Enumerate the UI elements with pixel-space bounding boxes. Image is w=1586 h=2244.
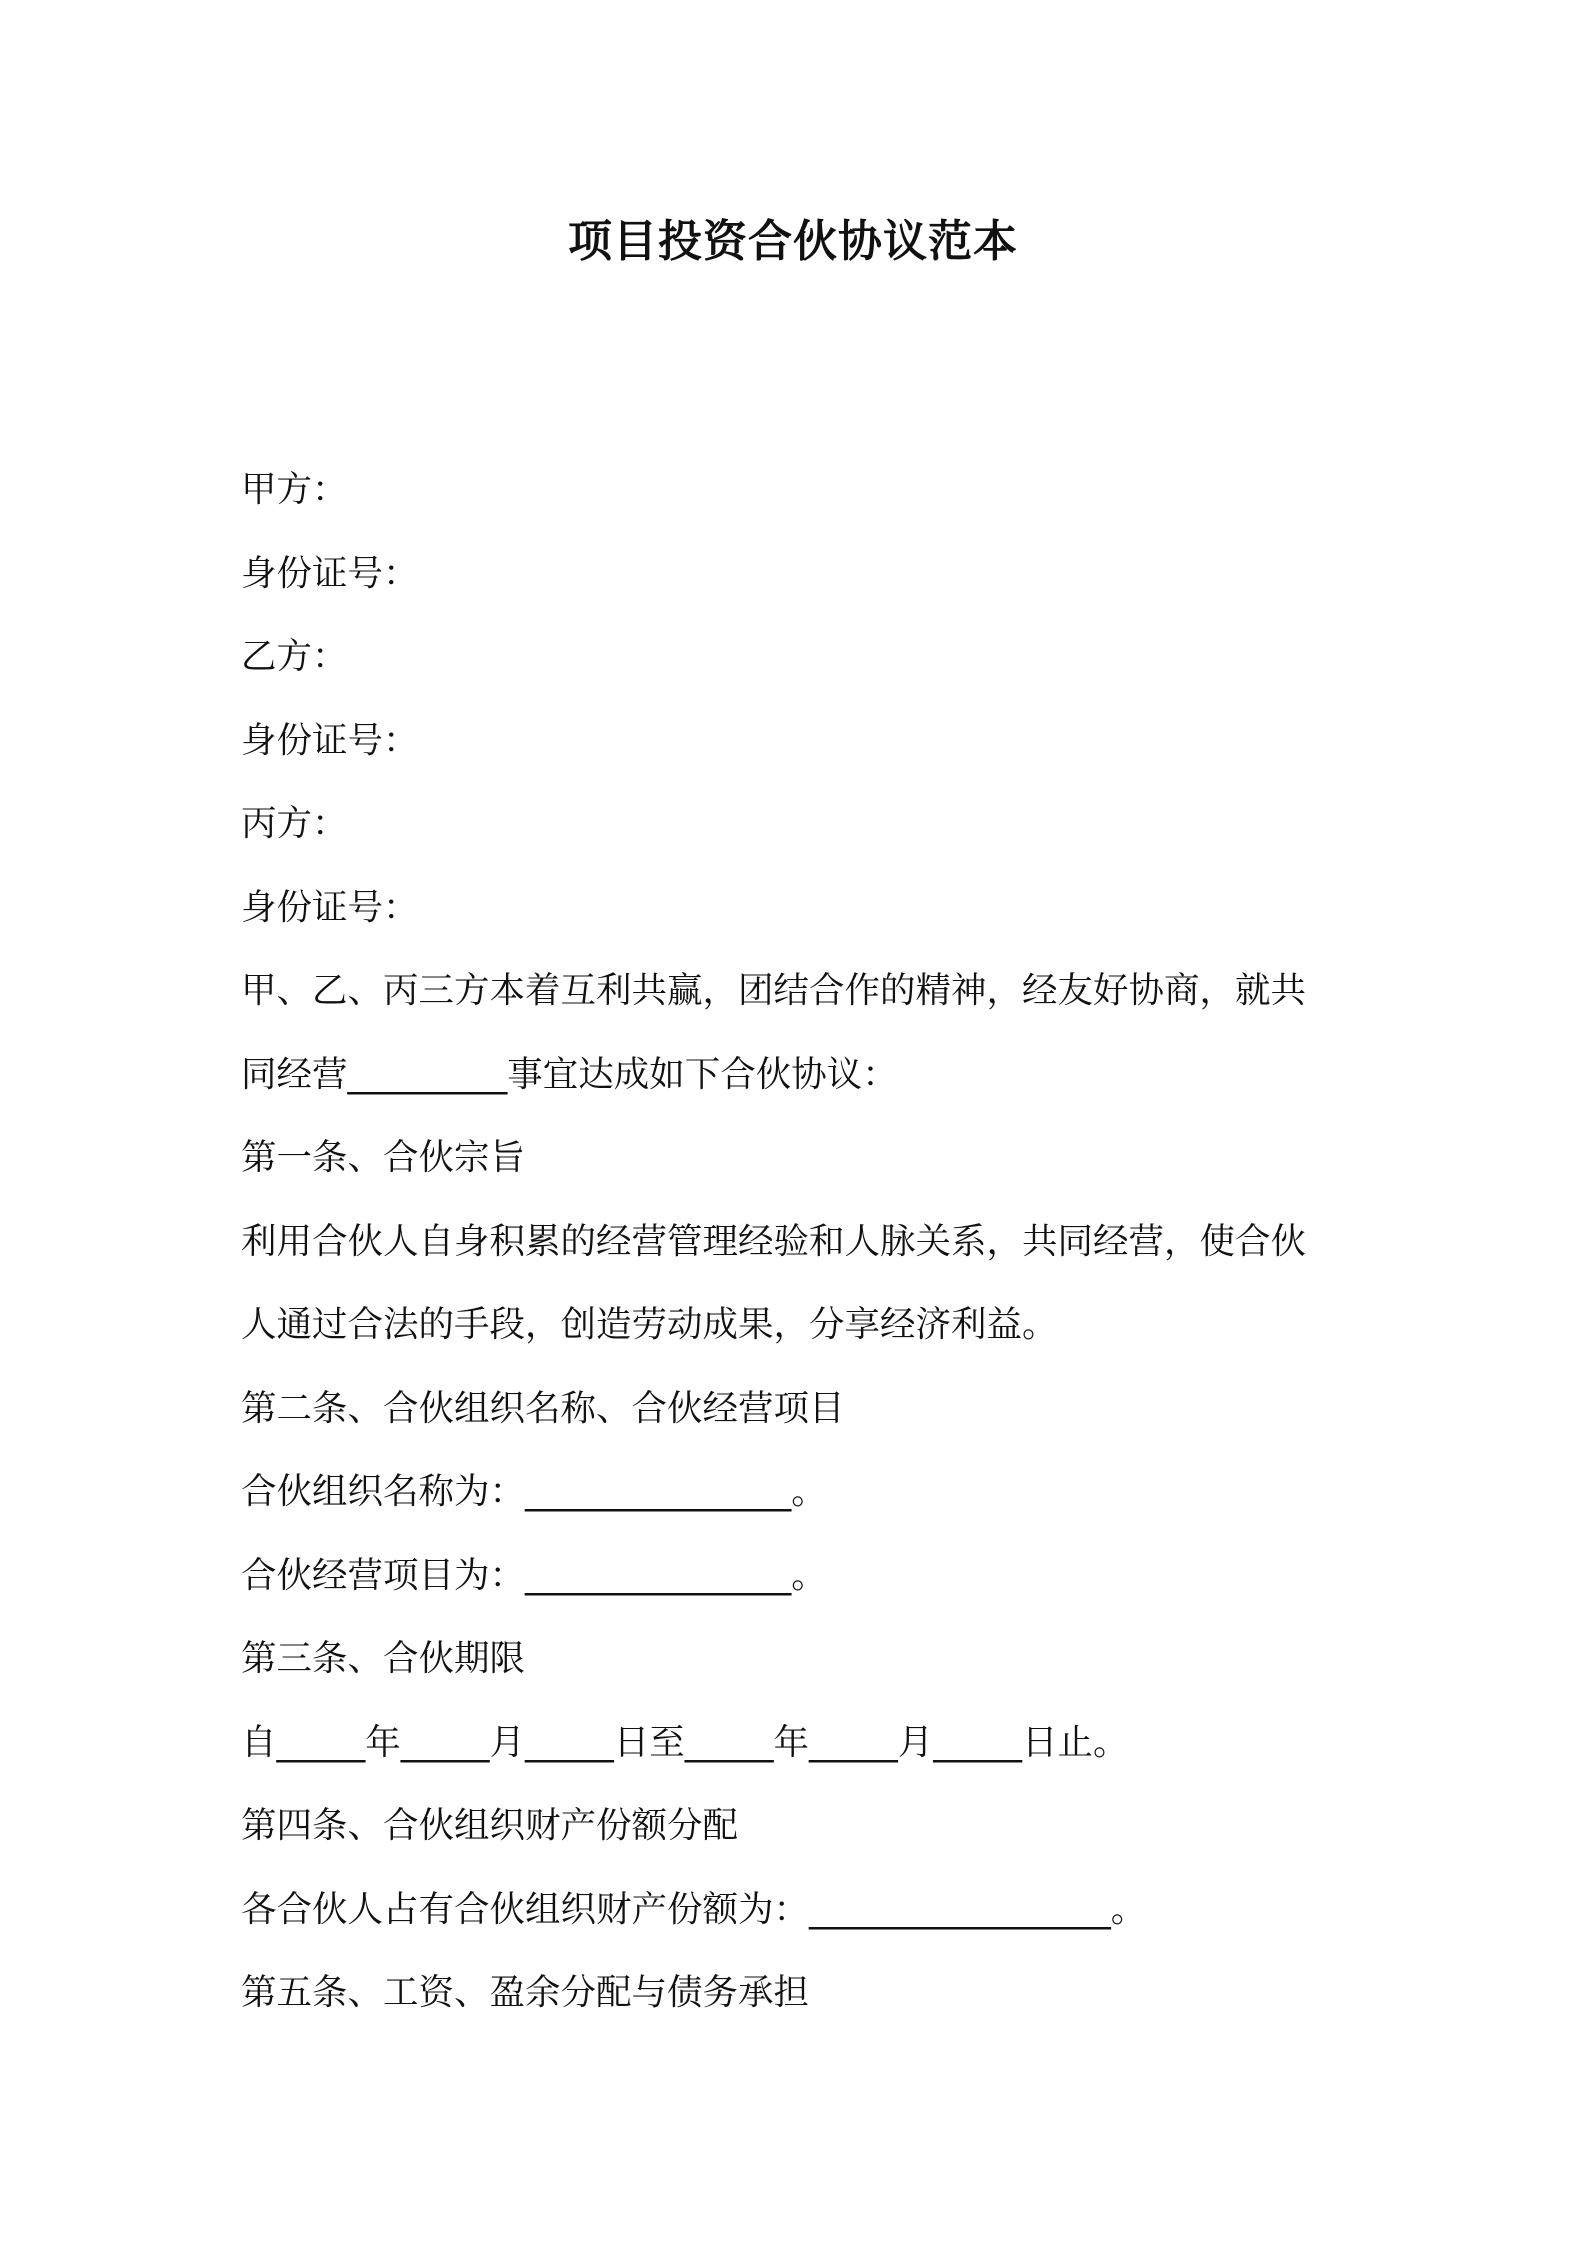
- preamble-line-1: 甲、乙、丙三方本着互利共赢，团结合作的精神，经友好协商，就共: [241, 970, 1307, 1011]
- party-c-id-label: 身份证号：: [241, 886, 419, 928]
- party-b-label: 乙方：: [241, 636, 348, 677]
- party-a-label: 甲方：: [241, 469, 348, 510]
- article-2-business-item: 合伙经营项目为：_______________。: [241, 1554, 827, 1596]
- document-body: [241, 448, 1371, 2035]
- article-2-heading: 第二条、合伙组织名称、合伙经营项目: [241, 1387, 845, 1429]
- article-5-heading: 第五条、工资、盈余分配与债务承担: [241, 1972, 810, 2013]
- party-b-id-label: 身份证号：: [241, 719, 419, 761]
- article-1-text-line-2: 人通过合法的手段，创造劳动成果，分享经济利益。: [241, 1304, 1058, 1345]
- party-c-label: 丙方：: [241, 803, 348, 844]
- article-4-share-text: 各合伙人占有合伙组织财产份额为：_________________。: [241, 1888, 1147, 1930]
- party-a-id-label: 身份证号：: [241, 552, 419, 594]
- preamble-line-2: 同经营_________事宜达成如下合伙协议：: [241, 1053, 898, 1095]
- article-2-org-name: 合伙组织名称为：_______________。: [241, 1471, 827, 1512]
- article-3-heading: 第三条、合伙期限: [241, 1638, 526, 1679]
- article-1-text-line-1: 利用合伙人自身积累的经营管理经验和人脉关系，共同经营，使合伙: [241, 1220, 1307, 1262]
- article-1-heading: 第一条、合伙宗旨: [241, 1137, 526, 1178]
- document-title: 项目投资合伙协议范本: [568, 216, 1018, 267]
- article-3-term: 自_____年_____月_____日至_____年_____月_____日止。: [241, 1721, 1129, 1763]
- article-4-heading: 第四条、合伙组织财产份额分配: [241, 1805, 739, 1846]
